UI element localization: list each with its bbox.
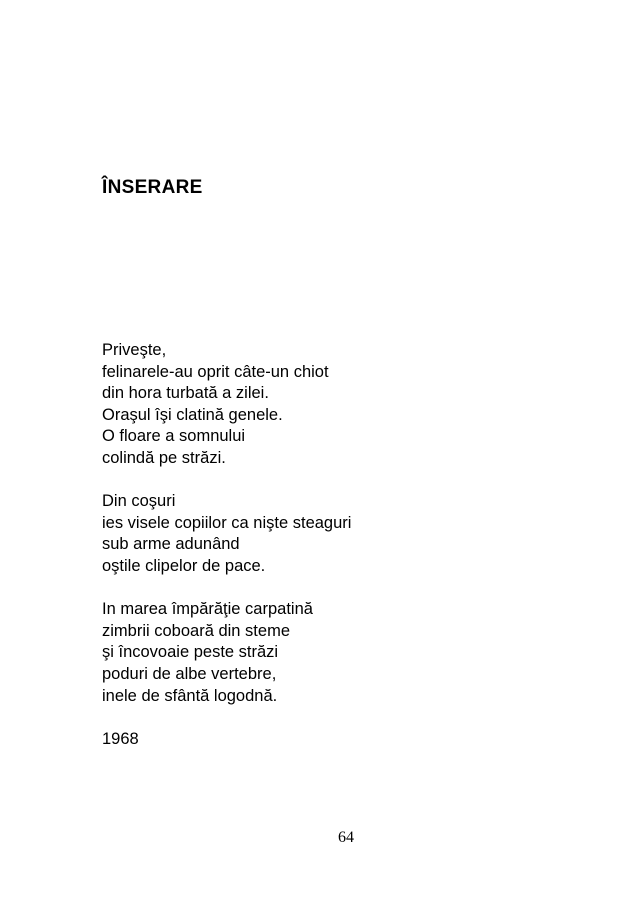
poem-line: sub arme adunând [102,535,240,554]
stanza-2 [102,491,351,577]
poem-line: colindă pe străzi. [102,448,226,467]
poem-line: Din coşuri [102,492,176,511]
poem-line: zimbrii coboară din steme [102,621,290,640]
page-number: 64 [338,829,354,846]
poem-line: In marea împărăţie carpatină [102,600,313,619]
poem-line: Oraşul îşi clatină genele. [102,405,283,424]
poem-body [102,340,351,750]
poem-line: din hora turbată a zilei. [102,384,269,403]
poem-line: inele de sfântă logodnă. [102,686,278,705]
poem-line: poduri de albe vertebre, [102,664,277,683]
poem-line: oştile clipelor de pace. [102,556,266,575]
poem-date: 1968 [102,729,139,748]
stanza-1 [102,340,351,470]
poem-line: felinarele-au oprit câte-un chiot [102,362,329,381]
poem-line: şi încovoaie peste străzi [102,643,279,662]
poem-title: ÎNSERARE [102,177,203,198]
stanza-3 [102,599,351,707]
poem-line: ies visele copiilor ca nişte steaguri [102,513,352,532]
poem-line: Priveşte, [102,341,167,359]
poem-line: O floare a somnului [102,427,246,446]
